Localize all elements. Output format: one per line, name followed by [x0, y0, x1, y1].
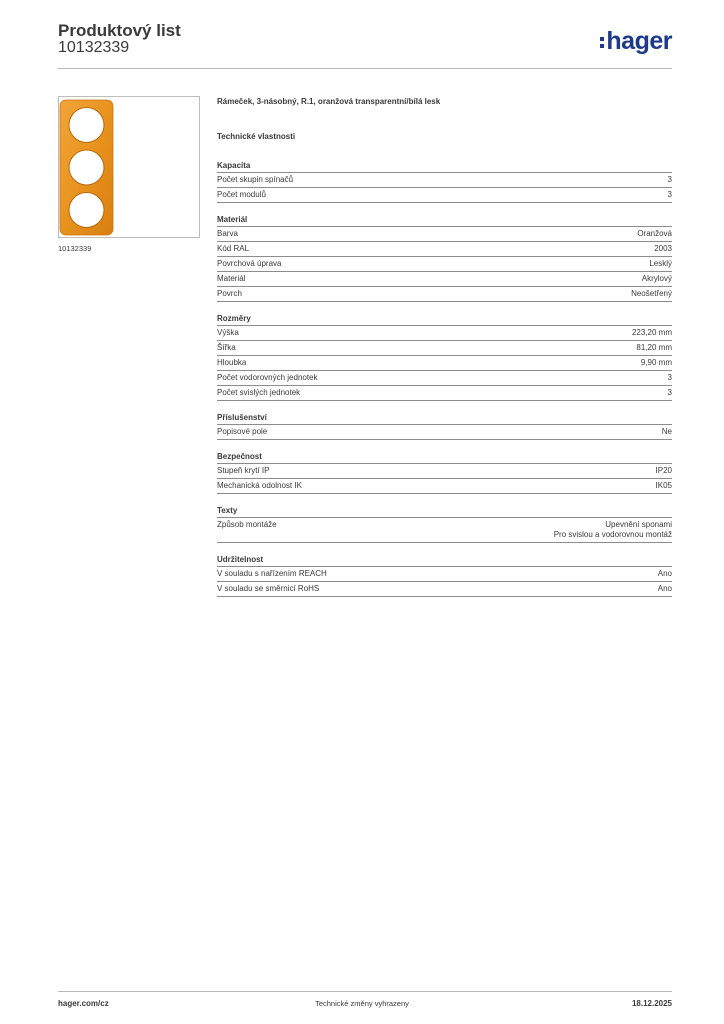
spec-row	[217, 272, 672, 287]
spec-section	[217, 412, 672, 440]
spec-value-text: 223,20 mm	[631, 328, 672, 337]
spec-value-text: 81,20 mm	[636, 343, 672, 352]
spec-label: Kód RAL	[217, 244, 250, 253]
spec-label: Povrch	[217, 289, 242, 298]
spec-value	[658, 584, 672, 594]
spec-row	[217, 425, 672, 440]
spec-label: V souladu se směrnicí RoHS	[217, 584, 320, 593]
spec-value	[668, 388, 672, 398]
page-title: Produktový list	[58, 21, 181, 40]
spec-value	[668, 175, 672, 185]
spec-section	[217, 160, 672, 203]
spec-value-text: 2003	[654, 244, 672, 253]
spec-value-text: Oranžová	[637, 229, 672, 238]
spec-value-text: 3	[667, 190, 672, 199]
spec-value-text: IP20	[655, 466, 672, 475]
spec-value-text: IK05	[655, 481, 672, 490]
spec-row	[217, 227, 672, 242]
spec-value-text: 9,90 mm	[640, 358, 672, 367]
spec-row	[217, 287, 672, 302]
section-title: Texty	[217, 505, 672, 518]
section-title: Materiál	[217, 214, 672, 227]
spec-value	[668, 190, 672, 200]
section-title: Kapacita	[217, 160, 672, 173]
logo-dots-icon	[600, 37, 604, 48]
spec-label: Barva	[217, 229, 238, 238]
product-number: 10132339	[58, 39, 130, 56]
logo-text: hager	[606, 27, 672, 55]
product-description: Rámeček, 3-násobný, R.1, oranžová transparentní/bílá lesk	[217, 97, 441, 106]
spec-value	[642, 274, 672, 284]
spec-row	[217, 371, 672, 386]
spec-row	[217, 326, 672, 341]
footer-note: Technické změny vyhrazeny	[315, 999, 409, 1008]
hager-logo	[600, 28, 672, 54]
spec-section	[217, 554, 672, 597]
spec-label: Způsob montáže	[217, 520, 277, 529]
section-title: Bezpečnost	[217, 451, 672, 464]
footer-date: 18.12.2025	[631, 999, 672, 1008]
spec-row	[217, 464, 672, 479]
spec-row	[217, 567, 672, 582]
footer-divider	[58, 991, 672, 992]
spec-label: Počet vodorovných jednotek	[217, 373, 318, 382]
spec-value	[641, 358, 672, 368]
section-title: Rozměry	[217, 313, 672, 326]
spec-value	[554, 520, 672, 540]
spec-value	[649, 259, 672, 269]
spec-value	[636, 343, 672, 353]
spec-value	[637, 229, 672, 239]
specification	[217, 96, 672, 608]
spec-value	[656, 466, 672, 476]
spec-value-text: Ne	[661, 427, 672, 436]
spec-row	[217, 173, 672, 188]
spec-row	[217, 341, 672, 356]
spec-value-text: 3	[667, 373, 672, 382]
spec-label: Výška	[217, 328, 239, 337]
spec-value	[631, 289, 672, 299]
spec-label: Šířka	[217, 343, 236, 352]
spec-value-text-2: Pro svislou a vodorovnou montáž	[553, 530, 672, 539]
spec-row	[217, 582, 672, 597]
spec-label: Počet modulů	[217, 190, 266, 199]
spec-row	[217, 257, 672, 272]
image-caption: 10132339	[58, 244, 92, 253]
spec-sections	[217, 160, 672, 597]
product-image-frame	[58, 96, 200, 238]
section-title: Příslušenství	[217, 412, 672, 425]
spec-value	[668, 373, 672, 383]
spec-section	[217, 451, 672, 494]
spec-label: Povrchová úprava	[217, 259, 282, 268]
spec-value	[632, 328, 672, 338]
spec-value-text: Neošetřený	[631, 289, 672, 298]
spec-section	[217, 214, 672, 302]
technical-heading: Technické vlastnosti	[217, 132, 296, 141]
spec-label: Popisové pole	[217, 427, 268, 436]
spec-label: Stupeň krytí IP	[217, 466, 270, 475]
header-divider	[58, 68, 672, 69]
spec-value	[662, 427, 672, 437]
spec-row	[217, 479, 672, 494]
spec-row	[217, 356, 672, 371]
spec-value-text: Lesklý	[649, 259, 672, 268]
spec-value	[656, 481, 672, 491]
spec-row	[217, 188, 672, 203]
spec-row	[217, 386, 672, 401]
section-title: Udržitelnost	[217, 554, 672, 567]
spec-value-text: 3	[667, 388, 672, 397]
spec-section	[217, 505, 672, 543]
spec-section	[217, 313, 672, 401]
product-image	[59, 97, 199, 237]
spec-value	[654, 244, 672, 254]
spec-value	[658, 569, 672, 579]
spec-value-text: Ano	[657, 569, 672, 578]
spec-value-text: Ano	[657, 584, 672, 593]
spec-label: V souladu s nařízením REACH	[217, 569, 327, 578]
spec-row	[217, 518, 672, 543]
spec-value-text: 3	[667, 175, 672, 184]
spec-row	[217, 242, 672, 257]
spec-label: Materiál	[217, 274, 246, 283]
spec-label: Mechanická odolnost IK	[217, 481, 302, 490]
spec-label: Počet svislých jednotek	[217, 388, 301, 397]
footer-website: hager.com/cz	[58, 999, 109, 1008]
spec-value-text: Akrylový	[641, 274, 672, 283]
spec-label: Hloubka	[217, 358, 247, 367]
spec-value-text: Upevnění sponami	[605, 520, 672, 529]
spec-label: Počet skupin spínačů	[217, 175, 294, 184]
